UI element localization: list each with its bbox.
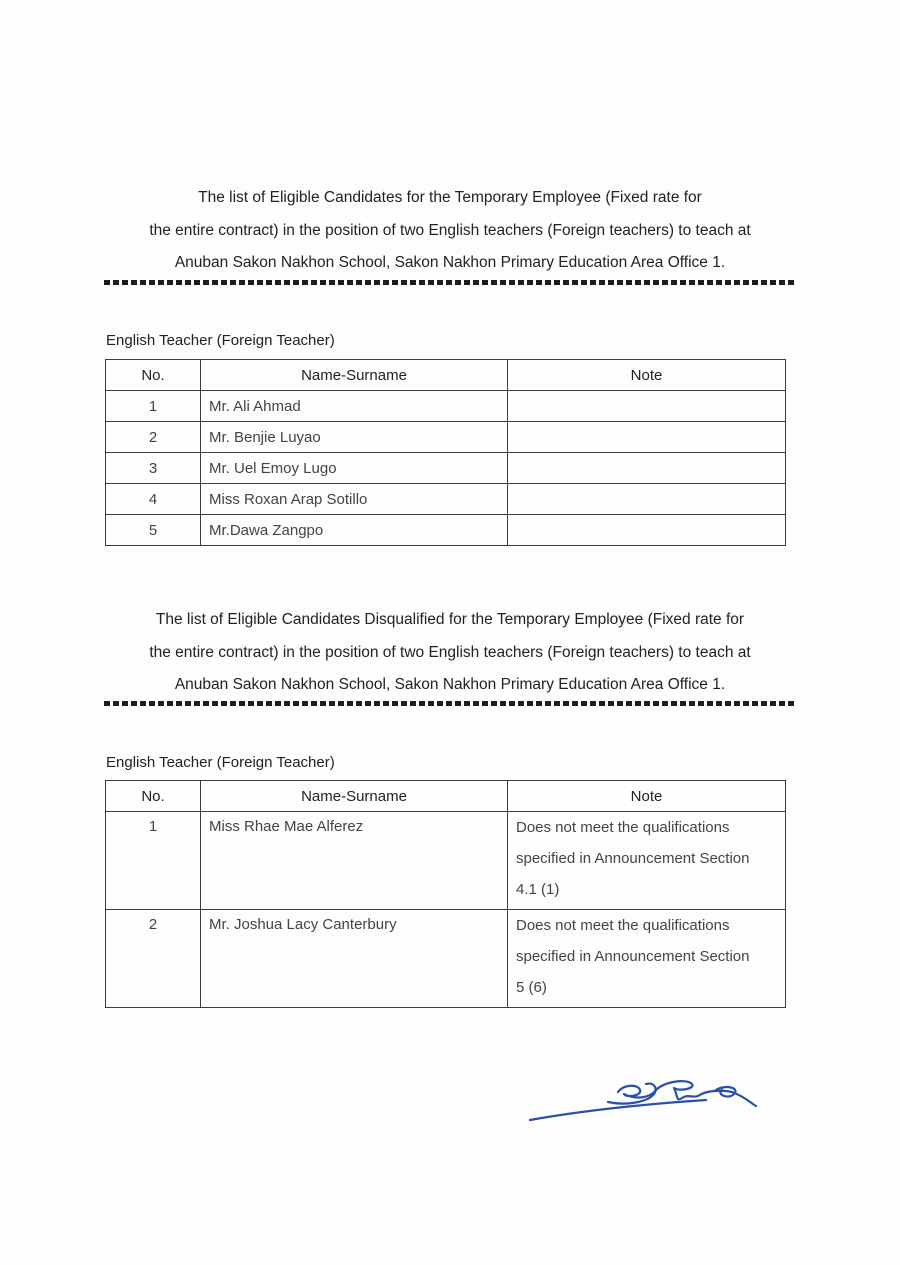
heading-line: The list of Eligible Candidates for the Temporary Employee (Fixed rate for: [198, 189, 702, 206]
disqualified-list-heading: [80, 604, 820, 702]
candidate-name: Mr.Dawa Zangpo: [201, 515, 508, 546]
section-label: English Teacher (Foreign Teacher): [106, 754, 335, 771]
table-row: [106, 484, 786, 515]
note-line: specified in Announcement Section: [516, 850, 750, 867]
row-number: 1: [106, 812, 201, 910]
heading-line: The list of Eligible Candidates Disqualified for the Temporary Employee (Fixed rate for: [155, 611, 745, 628]
dotted-divider: [104, 701, 794, 706]
column-header-note: Note: [508, 360, 786, 391]
candidate-note: [508, 515, 786, 546]
row-number: 2: [106, 910, 201, 1008]
eligible-candidates-table: [105, 359, 786, 546]
candidate-name: Mr. Benjie Luyao: [201, 422, 508, 453]
column-header-name: Name-Surname: [201, 360, 508, 391]
column-header-no: No.: [106, 360, 201, 391]
row-number: 1: [106, 391, 201, 422]
candidate-note: [508, 484, 786, 515]
note-line: specified in Announcement Section: [516, 948, 750, 965]
candidate-note: [508, 391, 786, 422]
eligible-list-heading: [80, 182, 820, 280]
candidate-note: [508, 910, 786, 1008]
table-row: [106, 422, 786, 453]
row-number: 4: [106, 484, 201, 515]
note-line: Does not meet the qualifications: [516, 819, 730, 836]
column-header-note: Note: [508, 781, 786, 812]
candidate-name: Mr. Joshua Lacy Canterbury: [201, 910, 508, 1008]
candidate-note: [508, 812, 786, 910]
table-row: [106, 391, 786, 422]
section-label: English Teacher (Foreign Teacher): [106, 332, 335, 349]
candidate-note: [508, 453, 786, 484]
note-line: 4.1 (1): [516, 881, 560, 898]
table-row: [106, 812, 786, 910]
note-line: Does not meet the qualifications: [516, 917, 730, 934]
candidate-name: Miss Rhae Mae Alferez: [201, 812, 508, 910]
heading-line: Anuban Sakon Nakhon School, Sakon Nakhon Primary Education Area Office 1.: [174, 676, 726, 693]
candidate-name: Miss Roxan Arap Sotillo: [201, 484, 508, 515]
candidate-note: [508, 422, 786, 453]
row-number: 3: [106, 453, 201, 484]
table-row: [106, 515, 786, 546]
row-number: 2: [106, 422, 201, 453]
row-number: 5: [106, 515, 201, 546]
dotted-divider: [104, 280, 794, 285]
signature-strokes: [530, 1081, 756, 1120]
table-row: [106, 910, 786, 1008]
disqualified-candidates-table: [105, 780, 786, 1008]
table-header-row: [106, 360, 786, 391]
heading-line: the entire contract) in the position of two English teachers (Foreign teachers) to teach at: [149, 221, 751, 239]
table-row: [106, 453, 786, 484]
handwritten-signature: [526, 1060, 762, 1126]
note-line: 5 (6): [516, 979, 547, 996]
heading-line: the entire contract) in the position of two English teachers (Foreign teachers) to teach at: [149, 643, 751, 661]
candidate-name: Mr. Uel Emoy Lugo: [201, 453, 508, 484]
table-header-row: [106, 781, 786, 812]
candidate-name: Mr. Ali Ahmad: [201, 391, 508, 422]
heading-line: Anuban Sakon Nakhon School, Sakon Nakhon Primary Education Area Office 1.: [174, 254, 726, 271]
column-header-name: Name-Surname: [201, 781, 508, 812]
column-header-no: No.: [106, 781, 201, 812]
